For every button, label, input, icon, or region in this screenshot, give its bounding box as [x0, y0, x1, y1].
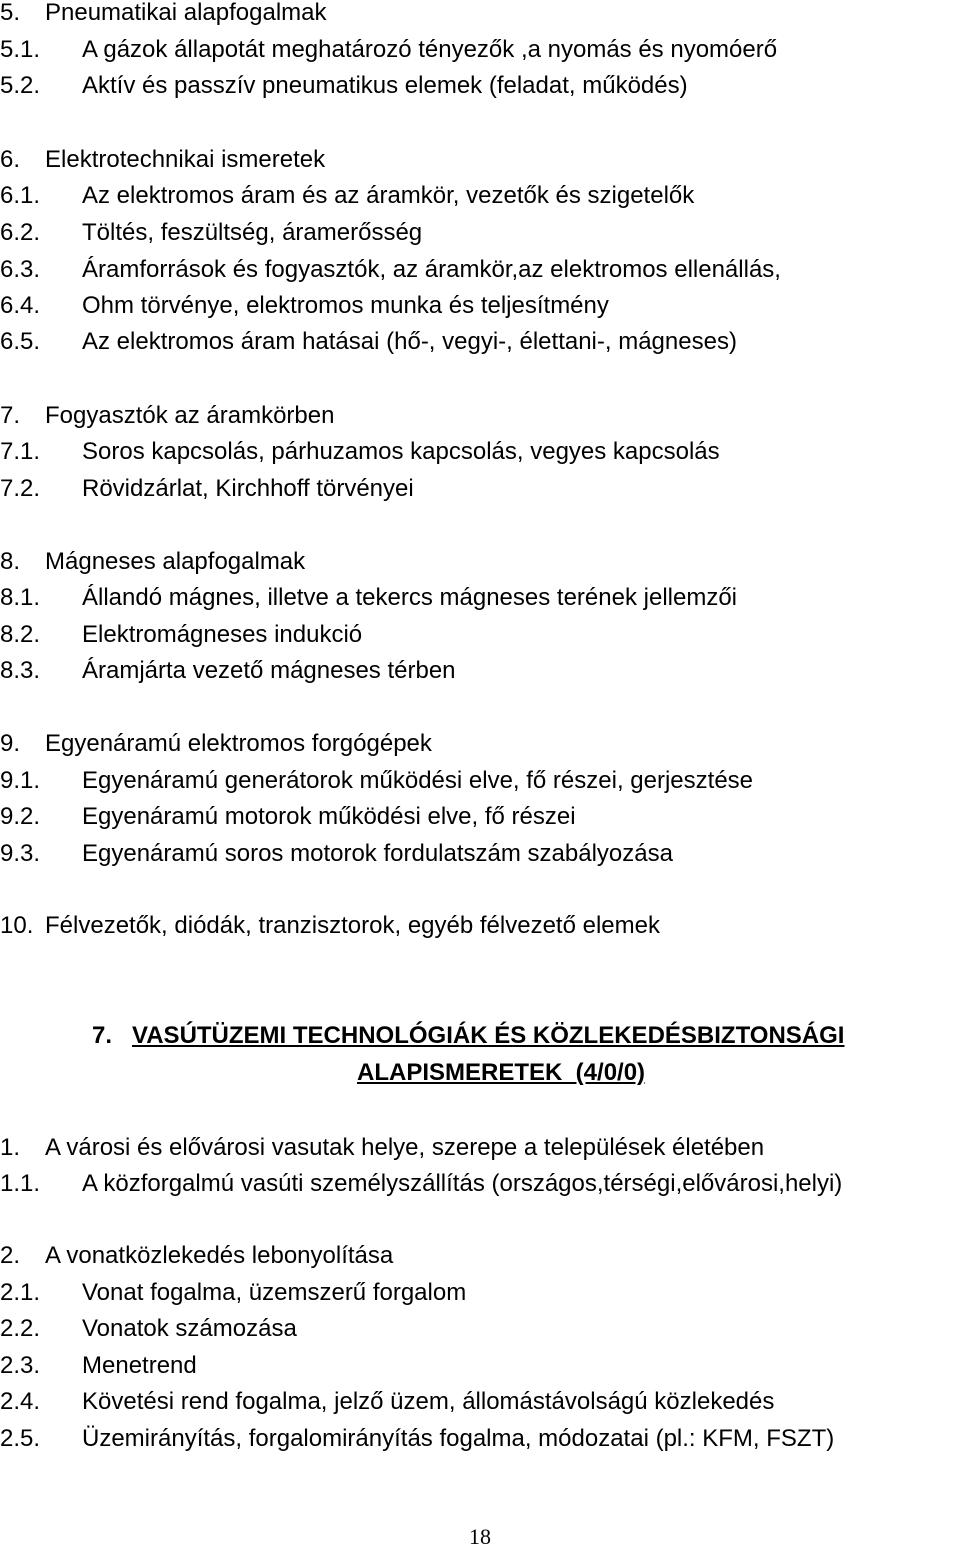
item-text: Üzemirányítás, forgalomirányítás fogalma, módozatai (pl.: KFM, FSZT)	[82, 1425, 835, 1452]
item-text: Követési rend fogalma, jelző üzem, állomástávolságú közlekedés	[82, 1388, 775, 1415]
item-text: Áramjárta vezető mágneses térben	[82, 657, 456, 684]
item-text: Elektrotechnikai ismeretek	[45, 146, 326, 173]
item-text: A gázok állapotát meghatározó tényezők ,a nyomás és nyomóerő	[82, 36, 778, 63]
item-number: 10.	[0, 912, 34, 939]
chapter-heading-number: 7.	[92, 1022, 113, 1049]
item-text: Félvezetők, diódák, tranzisztorok, egyéb félvezető elemek	[45, 912, 660, 939]
chapter-heading-text-2: ALAPISMERETEK (4/0/0)	[357, 1059, 646, 1086]
item-number: 1.	[0, 1134, 21, 1161]
item-text: Egyenáramú elektromos forgógépek	[45, 730, 432, 757]
item-number: 8.3.	[0, 657, 41, 684]
item-number: 2.1.	[0, 1279, 41, 1306]
item-text: Töltés, feszültség, áramerősség	[82, 219, 423, 246]
item-number: 2.2.	[0, 1315, 41, 1342]
chapter-heading-line2	[357, 1058, 645, 1088]
chapter-heading-line1	[132, 1021, 844, 1051]
item-number: 2.	[0, 1242, 21, 1269]
item-text: Vonatok számozása	[82, 1315, 297, 1342]
item-text: Az elektromos áram hatásai (hő-, vegyi-, élettani-, mágneses)	[82, 328, 737, 355]
item-text: Aktív és passzív pneumatikus elemek (feladat, működés)	[82, 72, 688, 99]
item-text: Az elektromos áram és az áramkör, vezetők és szigetelők	[82, 182, 695, 209]
item-number: 7.	[0, 402, 21, 429]
item-text: Mágneses alapfogalmak	[45, 548, 306, 575]
item-number: 8.2.	[0, 621, 41, 648]
item-number: 6.4.	[0, 292, 41, 319]
item-number: 6.2.	[0, 219, 41, 246]
item-text: Áramforrások és fogyasztók, az áramkör,az elektromos ellenállás,	[82, 256, 781, 283]
item-number: 5.	[0, 0, 21, 26]
item-number: 9.3.	[0, 840, 41, 867]
item-text: Vonat fogalma, üzemszerű forgalom	[82, 1279, 467, 1306]
item-text: Egyenáramú soros motorok fordulatszám szabályozása	[82, 840, 673, 867]
item-number: 2.4.	[0, 1388, 41, 1415]
item-text: A vonatközlekedés lebonyolítása	[45, 1242, 394, 1269]
item-number: 9.	[0, 730, 21, 757]
item-number: 9.1.	[0, 767, 41, 794]
item-number: 6.	[0, 146, 21, 173]
item-number: 6.1.	[0, 182, 41, 209]
item-number: 5.2.	[0, 72, 41, 99]
item-text: Állandó mágnes, illetve a tekercs mágneses terének jellemzői	[82, 584, 737, 611]
item-text: Elektromágneses indukció	[82, 621, 363, 648]
item-number: 8.1.	[0, 584, 41, 611]
item-text: Rövidzárlat, Kirchhoff törvényei	[82, 475, 414, 502]
item-number: 5.1.	[0, 36, 41, 63]
item-number: 7.2.	[0, 475, 41, 502]
item-text: A közforgalmú vasúti személyszállítás (országos,térségi,elővárosi,helyi)	[82, 1170, 843, 1197]
item-number: 1.1.	[0, 1170, 41, 1197]
item-number: 6.3.	[0, 256, 41, 283]
item-text: Egyenáramú generátorok működési elve, fő részei, gerjesztése	[82, 767, 754, 794]
item-text: Ohm törvénye, elektromos munka és teljesítmény	[82, 292, 609, 319]
item-number: 6.5.	[0, 328, 41, 355]
chapter-heading-text-1: VASÚTÜZEMI TECHNOLÓGIÁK ÉS KÖZLEKEDÉSBIZTONSÁGI	[132, 1022, 845, 1049]
item-number: 2.5.	[0, 1425, 41, 1452]
item-number: 7.1.	[0, 438, 41, 465]
page-number: 18	[469, 1524, 491, 1549]
item-text: A városi és elővárosi vasutak helye, szerepe a települések életében	[45, 1134, 765, 1161]
item-text: Soros kapcsolás, párhuzamos kapcsolás, vegyes kapcsolás	[82, 438, 720, 465]
item-text: Menetrend	[82, 1352, 197, 1379]
item-text: Pneumatikai alapfogalmak	[45, 0, 327, 26]
item-text: Fogyasztók az áramkörben	[45, 402, 335, 429]
item-number: 9.2.	[0, 803, 41, 830]
item-text: Egyenáramú motorok működési elve, fő részei	[82, 803, 576, 830]
item-number: 8.	[0, 548, 21, 575]
item-number: 2.3.	[0, 1352, 41, 1379]
